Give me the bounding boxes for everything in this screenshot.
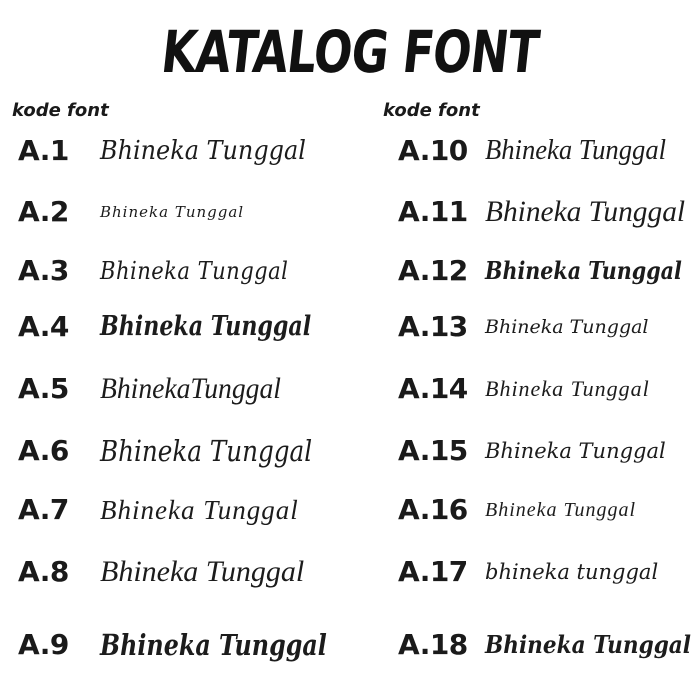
font-code: A.15 <box>398 434 468 467</box>
font-code: A.13 <box>398 310 468 343</box>
right-column-header: kode font <box>383 100 480 121</box>
font-sample: Bhineka Tunggal <box>100 555 305 588</box>
font-code: A.5 <box>18 372 69 405</box>
font-row-a18 <box>0 616 700 674</box>
font-row-a12 <box>0 242 700 300</box>
font-code: A.6 <box>18 434 69 467</box>
font-sample: Bhineka Tunggal <box>100 311 312 342</box>
font-code: A.12 <box>398 254 468 287</box>
font-sample: Bhineka Tunggal <box>100 203 245 221</box>
font-code: A.2 <box>18 195 69 228</box>
font-sample: bhineka tunggal <box>485 560 659 584</box>
font-code: A.10 <box>398 134 468 167</box>
font-sample: Bhineka Tunggal <box>100 257 289 285</box>
font-row-a13 <box>0 298 700 356</box>
font-row-a16 <box>0 481 700 539</box>
font-row-a17 <box>0 543 700 601</box>
font-code: A.7 <box>18 493 69 526</box>
font-code: A.4 <box>18 310 69 343</box>
font-code: A.3 <box>18 254 69 287</box>
font-sample: Bhineka Tunggal <box>100 628 327 662</box>
font-row-a11 <box>0 183 700 241</box>
font-sample: Bhineka Tunggal <box>485 376 650 401</box>
font-code: A.8 <box>18 555 69 588</box>
font-code: A.9 <box>18 628 69 661</box>
font-sample: Bhineka Tunggal <box>485 135 667 166</box>
font-sample: Bhineka Tunggal <box>485 630 692 659</box>
font-code: A.18 <box>398 628 468 661</box>
left-column-header: kode font <box>12 100 109 121</box>
font-sample: Bhineka Tunggal <box>485 195 686 228</box>
font-code: A.11 <box>398 195 468 228</box>
font-code: A.14 <box>398 372 468 405</box>
font-code: A.17 <box>398 555 468 588</box>
font-sample: Bhineka Tunggal <box>100 136 306 166</box>
font-sample: Bhineka Tunggal <box>485 256 682 285</box>
font-row-a14 <box>0 360 700 418</box>
font-code: A.16 <box>398 493 468 526</box>
font-sample: BhinekaTunggal <box>100 372 281 405</box>
font-sample: Bhineka Tunggal <box>485 499 637 521</box>
font-sample: Bhineka Tunggal <box>485 439 666 463</box>
catalog-title: KATALOG FONT <box>158 18 542 86</box>
font-sample: Bhineka Tunggal <box>485 316 649 338</box>
font-sample: Bhineka Tunggal <box>100 495 299 525</box>
font-row-a10 <box>0 122 700 180</box>
font-sample: Bhineka Tunggal <box>100 434 313 468</box>
font-row-a15 <box>0 422 700 480</box>
font-code: A.1 <box>18 134 69 167</box>
